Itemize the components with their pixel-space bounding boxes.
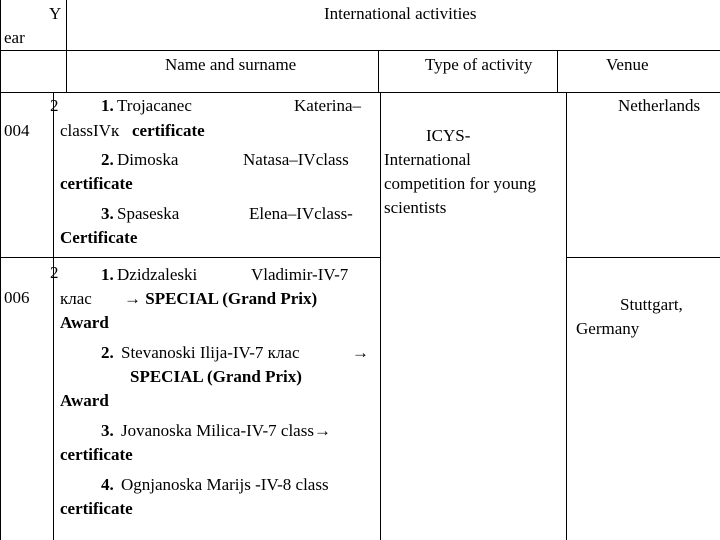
row2-entry1-name2: Vladimir-IV-7 [251,265,349,284]
year-header-part2: ear [4,28,25,47]
row2-entry1-num: 1. [101,265,114,284]
row2-entry1-award-line3: Award [60,313,109,332]
row2-year-a: 2 [50,263,59,282]
row-divider-venue [566,257,720,258]
row2-entry3-num: 3. [101,421,114,440]
row2-entry3-name: Jovanoska Milica-IV-7 class→ [121,421,331,440]
type-column-divider-header [557,50,558,92]
row2-entry4-num: 4. [101,475,114,494]
row1-activity-line3: competition for young [384,174,537,193]
row1-entry1-award: certificate [132,121,205,140]
international-activities-header: International activities [324,4,477,23]
name-column-divider-body [380,92,381,540]
row1-entry2-num: 2. [101,150,114,169]
venue-header: Venue [606,55,649,74]
row2-venue-line2: Germany [576,319,640,338]
row1-entry2-name2: Natasa–IVclass [243,150,349,169]
row1-entry3-name: Spaseska [117,204,180,223]
row1-entry3-award: Certificate [60,228,138,247]
row-divider-year-name [0,257,380,258]
row1-entry2-name: Dimoska [117,150,179,169]
row1-year-b: 004 [4,121,30,140]
type-column-divider-body [566,92,567,540]
row1-entry2-award: certificate [60,174,133,193]
header-divider-2 [0,92,720,93]
row2-entry3-award: certificate [60,445,133,464]
row1-activity-line1: ICYS- [426,126,471,145]
row2-entry2-arrow: → [352,343,369,362]
year-column-divider-body [53,92,54,540]
row1-entry1-num: 1. [101,96,114,115]
row2-entry2-award-line3: Award [60,391,109,410]
row1-entry1-name2: Katerina– [294,96,362,115]
header-divider-1 [0,50,720,51]
row1-entry1-class: classIVк [60,121,120,140]
name-and-surname-header: Name and surname [165,55,297,74]
row2-entry2-name: Stevanoski Ilija-IV-7 клас [121,343,300,362]
row2-entry1-award: → SPECIAL (Grand Prix) [124,289,318,308]
row2-entry2-num: 2. [101,343,114,362]
left-border [0,0,1,540]
row2-year-b: 006 [4,288,30,307]
row1-entry3-num: 3. [101,204,114,223]
row1-activity-line2: International [384,150,471,169]
row2-venue-line1: Stuttgart, [620,295,683,314]
type-of-activity-header: Type of activity [425,55,533,74]
year-header-part1: Y [49,4,62,23]
row1-activity-line4: scientists [384,198,447,217]
row2-entry2-award: SPECIAL (Grand Prix) [130,367,302,386]
row1-venue: Netherlands [618,96,701,115]
row2-entry4-award: certificate [60,499,133,518]
name-column-divider-header [378,50,379,92]
row2-entry1-class: клас [60,289,92,308]
row1-year-a: 2 [50,96,59,115]
row1-entry1-name: Trojacanec [117,96,192,115]
row2-entry4-name: Ognjanoska Marijs -IV-8 class [121,475,329,494]
row1-entry3-name2: Elena–IVclass- [249,204,353,223]
row2-entry1-name: Dzidzaleski [117,265,198,284]
year-column-divider-top [66,0,67,92]
